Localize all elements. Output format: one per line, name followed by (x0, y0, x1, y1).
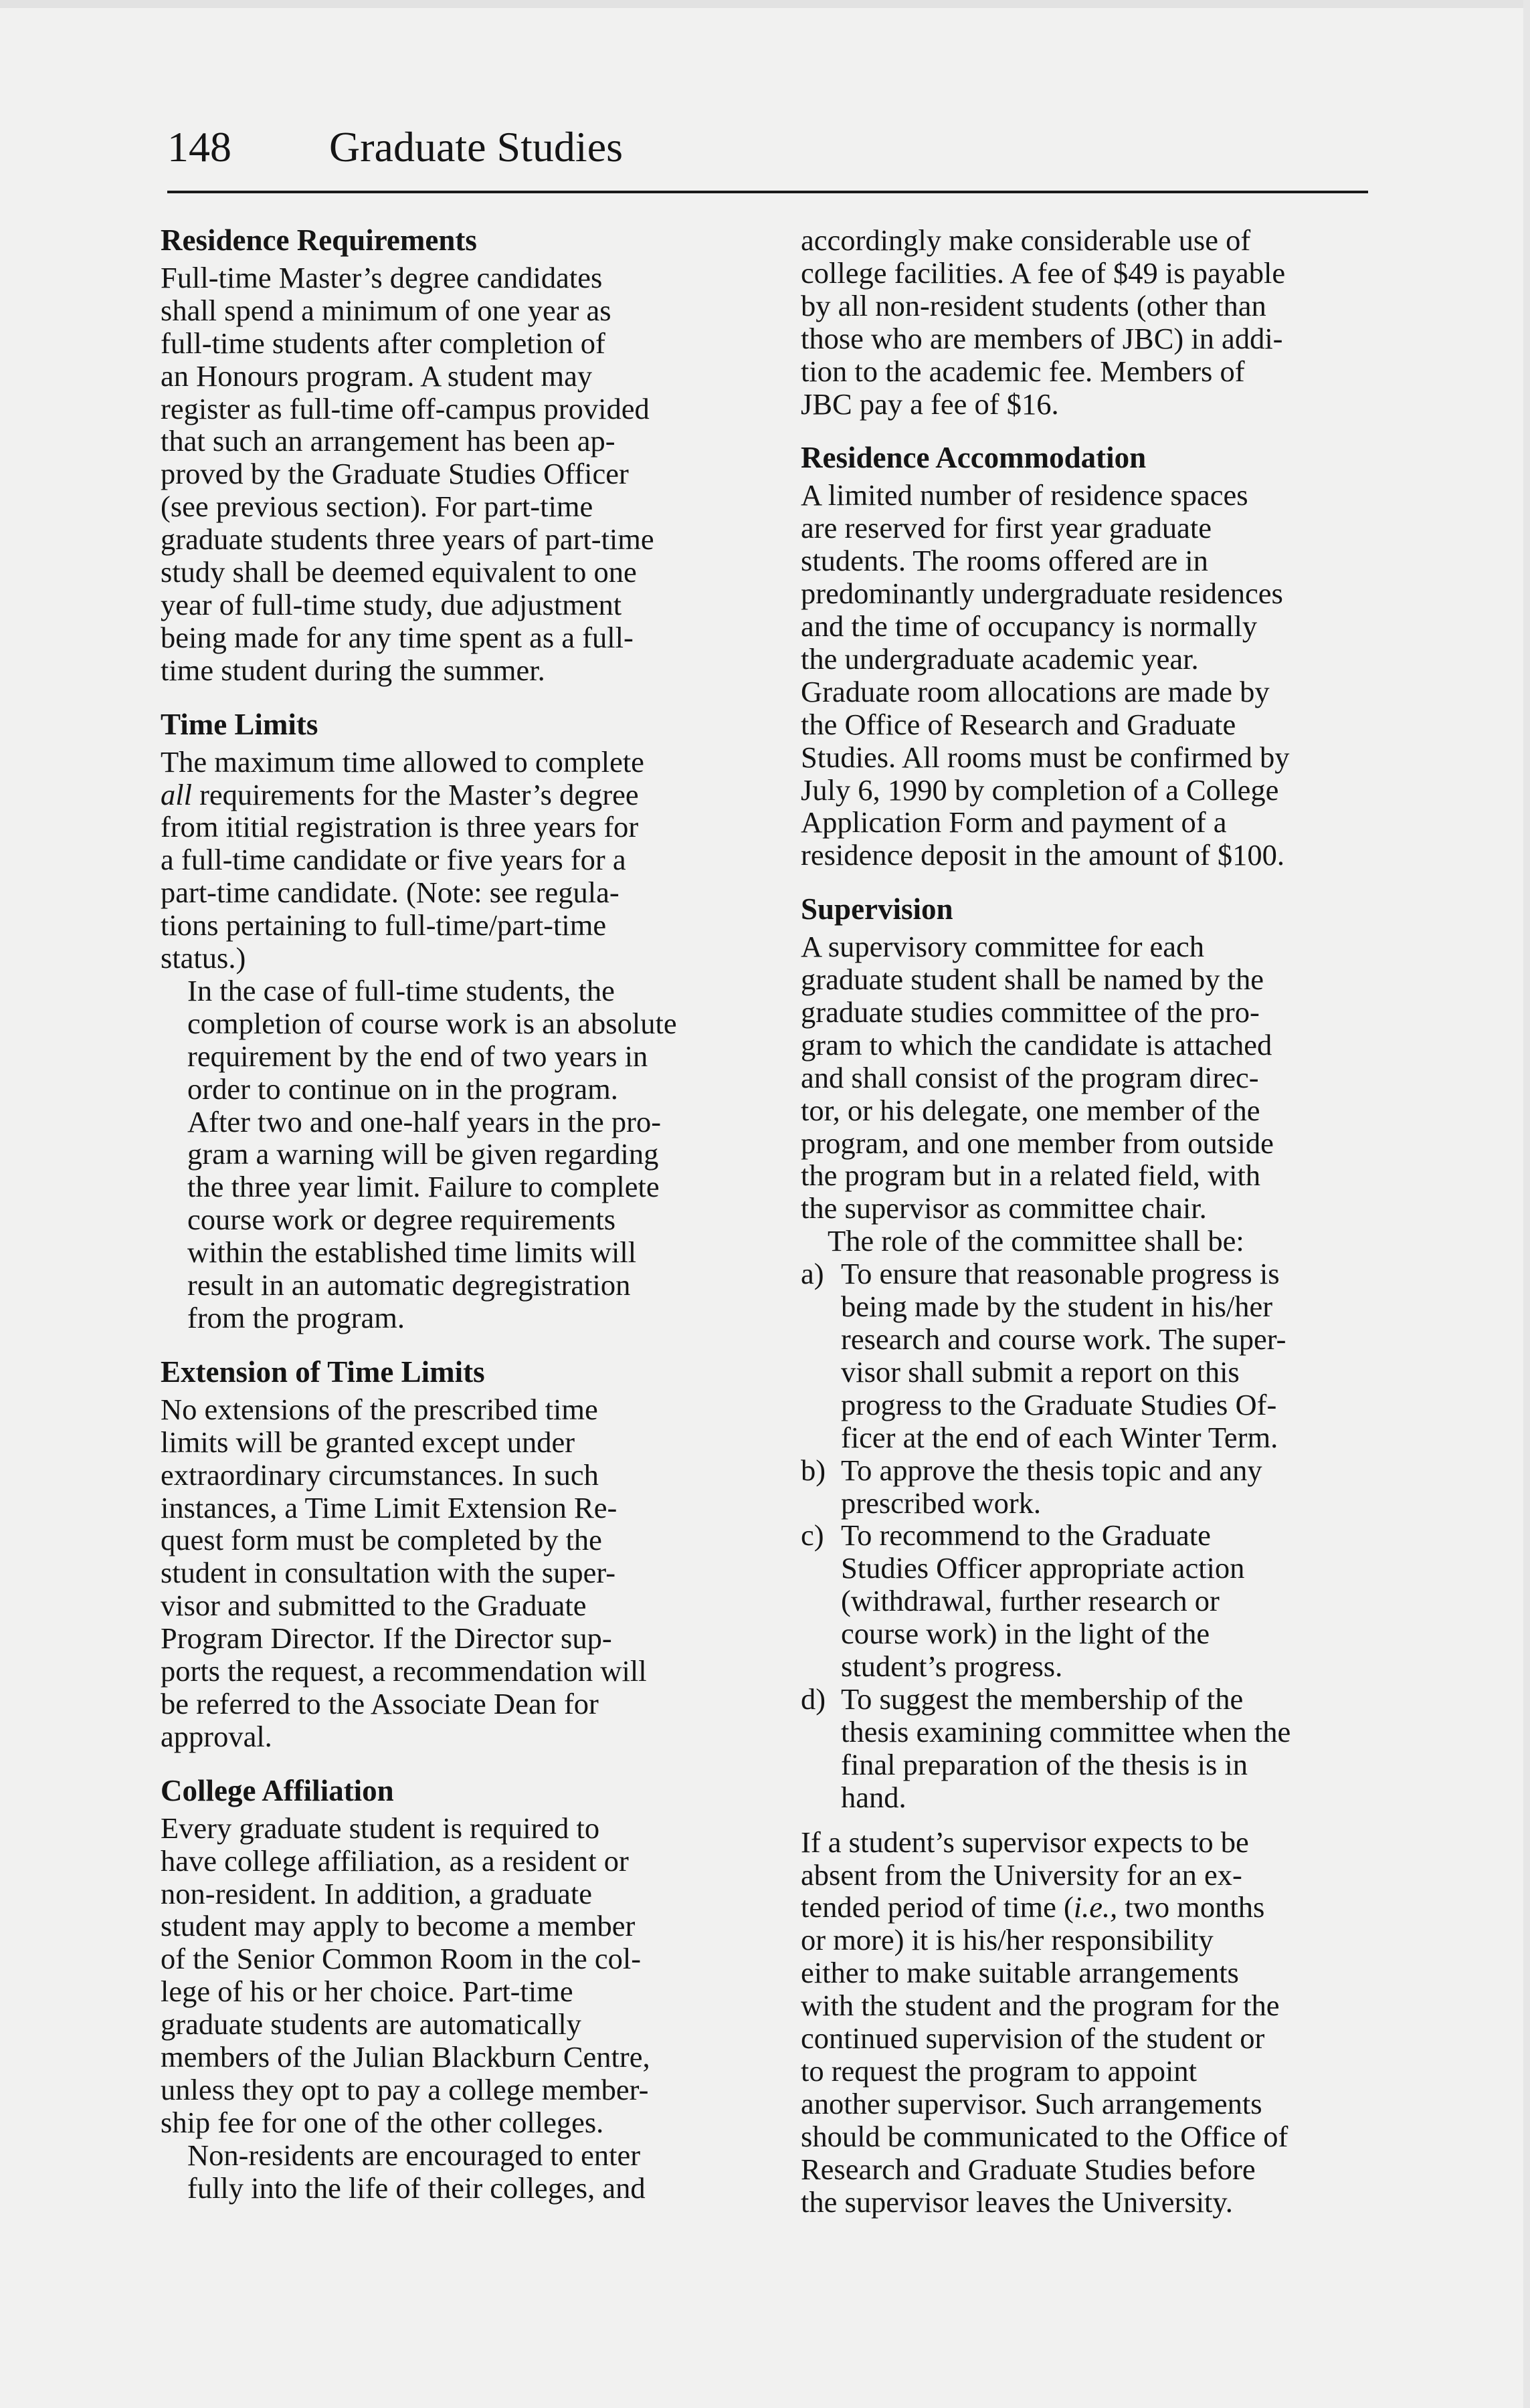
text-line: order to continue on in the program. (187, 1072, 618, 1106)
text-line: course work) in the light of the (841, 1617, 1210, 1651)
paragraph (161, 746, 749, 975)
section-heading: Supervision (801, 892, 953, 926)
text-line: The maximum time allowed to complete (161, 744, 644, 779)
section-heading: Residence Accommodation (801, 441, 1147, 475)
list-marker: d) (801, 1682, 826, 1716)
text-line: and the time of occupancy is normally (801, 609, 1258, 643)
text-line: from ititial registration is three years for (161, 810, 639, 844)
paragraph (161, 2139, 749, 2205)
text-line: an Honours program. A student may (161, 359, 593, 393)
emphasis: i.e., (1073, 1890, 1118, 1924)
list-item-b (801, 1454, 1390, 1520)
text-line: either to make suitable arrangements (801, 1956, 1239, 1990)
running-title: Graduate Studies (329, 123, 623, 171)
text-line: year of full-time study, due adjustment (161, 587, 622, 621)
text-line: Studies Officer appropriate action (841, 1551, 1245, 1585)
text-line: Graduate room allocations are made by (801, 674, 1270, 708)
text-line: Application Form and payment of a (801, 805, 1227, 839)
text-line: research and course work. The super- (841, 1322, 1286, 1356)
text-line: Full-time Master’s degree candidates (161, 260, 603, 294)
section-heading: Time Limits (161, 707, 318, 741)
text-line: tions pertaining to full-time/part-time (161, 908, 607, 942)
text-run: To suggest the membership of the (841, 1682, 1244, 1716)
header-rule (167, 191, 1368, 193)
page-header (167, 120, 1368, 187)
text-line: predominantly undergraduate residences (801, 577, 1283, 611)
text-line: gram a warning will be given regarding (187, 1137, 659, 1171)
text-line: prescribed work. (841, 1486, 1042, 1520)
text-line: the three year limit. Failure to complete (187, 1170, 660, 1204)
list-item-c (801, 1519, 1390, 1683)
text-line: limits will be granted except under (161, 1425, 575, 1459)
text-line: After two and one-half years in the pro- (187, 1104, 662, 1138)
text-line: Every graduate student is required to (161, 1811, 600, 1845)
text-line: Program Director. If the Director sup- (161, 1621, 612, 1656)
text-line: be referred to the Associate Dean for (161, 1686, 599, 1720)
text-line: The role of the committee shall be: (828, 1224, 1244, 1258)
text-line: graduate studies committee of the pro- (801, 995, 1260, 1029)
paragraph (161, 262, 749, 687)
section-heading: College Affiliation (161, 1773, 394, 1807)
paragraph (801, 1826, 1390, 2219)
text-line: or more) it is his/her responsibility (801, 1923, 1214, 1957)
text-line: study shall be deemed equivalent to one (161, 555, 637, 589)
text-line: gram to which the candidate is attached (801, 1027, 1272, 1062)
text-line (801, 1258, 1390, 1290)
text-line: continued supervision of the student or (801, 2021, 1265, 2055)
text-line: hand. (841, 1780, 906, 1814)
text-line: the supervisor leaves the University. (801, 2185, 1233, 2219)
text-line: the Office of Research and Graduate (801, 707, 1236, 741)
text-line: extraordinary circumstances. In such (161, 1458, 599, 1492)
text-line: (withdrawal, further research or (841, 1584, 1220, 1618)
paragraph (801, 930, 1390, 1225)
text-line: a full-time candidate or five years for a (161, 843, 626, 877)
right-column (801, 224, 1390, 2218)
text-line: Research and Graduate Studies before (801, 2152, 1256, 2186)
text-line: those who are members of JBC) in addi- (801, 321, 1283, 355)
text-line: Non-residents are encouraged to enter (187, 2138, 641, 2172)
text-line: A limited number of residence spaces (801, 478, 1248, 512)
text-line: progress to the Graduate Studies Of- (841, 1387, 1277, 1421)
text-line: student in consultation with the super- (161, 1556, 616, 1590)
text-line: part-time candidate. (Note: see regula- (161, 876, 619, 910)
text-line: tor, or his delegate, one member of the (801, 1093, 1260, 1127)
text-line: being made by the student in his/her (841, 1290, 1273, 1324)
section-heading: Extension of Time Limits (161, 1354, 485, 1389)
text-line: If a student’s supervisor expects to be (801, 1825, 1249, 1859)
text-line: the undergraduate academic year. (801, 641, 1199, 676)
text-run: To approve the thesis topic and any (841, 1453, 1262, 1487)
list-item-d (801, 1683, 1390, 1814)
text-line: thesis examining committee when the (841, 1714, 1291, 1748)
text-line: tion to the academic fee. Members of (801, 354, 1245, 388)
text-run: tended period of time ( (801, 1890, 1074, 1924)
paragraph (801, 479, 1390, 872)
text-line: register as full-time off-campus provided (161, 391, 650, 425)
text-line: unless they opt to pay a college member- (161, 2072, 649, 2106)
text-line: fully into the life of their colleges, and (187, 2171, 646, 2205)
text-run: To ensure that reasonable progress is (841, 1257, 1280, 1291)
section-time-limits (161, 708, 749, 1334)
text-line: accordingly make considerable use of (801, 223, 1251, 257)
section-residence-accommodation (801, 441, 1390, 872)
list-marker: a) (801, 1257, 824, 1291)
text-line (801, 1683, 1390, 1716)
text-line: the program but in a related field, with (801, 1159, 1261, 1193)
paragraph (161, 1393, 749, 1753)
text-line: program, and one member from outside (801, 1126, 1274, 1160)
text-line: another supervisor. Such arrangements (801, 2086, 1262, 2120)
paragraph-continuation (801, 224, 1390, 420)
text-line: ports the request, a recommendation will (161, 1654, 647, 1688)
left-column (161, 224, 749, 2205)
section-heading: Residence Requirements (161, 223, 477, 257)
text-line: In the case of full-time students, the (187, 973, 615, 1007)
text-line: approval. (161, 1719, 272, 1753)
text-line: being made for any time spent as a full- (161, 620, 634, 654)
section-college-affiliation (161, 1775, 749, 2205)
text-line: the supervisor as committee chair. (801, 1191, 1207, 1225)
text-line: JBC pay a fee of $16. (801, 387, 1059, 421)
text-line: result in an automatic degregistration (187, 1268, 631, 1302)
text-line: that such an arrangement has been ap- (161, 424, 615, 458)
list-marker: c) (801, 1518, 824, 1552)
text-line: non-resident. In addition, a graduate (161, 1876, 593, 1910)
text-line: (see previous section). For part-time (161, 490, 593, 524)
paragraph (161, 1812, 749, 2139)
text-line: completion of course work is an absolute (187, 1006, 677, 1040)
text-line: graduate student shall be named by the (801, 963, 1264, 997)
text-line: should be communicated to the Office of (801, 2119, 1288, 2153)
text-line: graduate students are automatically (161, 2007, 581, 2041)
text-line: have college affiliation, as a resident or (161, 1843, 629, 1878)
text-line: ficer at the end of each Winter Term. (841, 1420, 1278, 1454)
text-line: from the program. (187, 1301, 405, 1334)
text-line: requirement by the end of two years in (187, 1039, 648, 1073)
paragraph (801, 1225, 1390, 1258)
text-line: with the student and the program for the (801, 1989, 1280, 2023)
text-line (801, 1519, 1390, 1552)
text-line: instances, a Time Limit Extension Re- (161, 1490, 617, 1524)
section-supervision (801, 893, 1390, 2218)
text-line: within the established time limits will (187, 1235, 637, 1270)
text-line: July 6, 1990 by completion of a College (801, 773, 1279, 807)
text-line: to request the program to appoint (801, 2053, 1197, 2088)
text-line: proved by the Graduate Studies Officer (161, 457, 629, 491)
text-line: members of the Julian Blackburn Centre, (161, 2040, 650, 2074)
text-run: To recommend to the Graduate (841, 1518, 1211, 1552)
text-line: residence deposit in the amount of $100. (801, 838, 1284, 872)
text-line (801, 1454, 1390, 1487)
text-line (161, 779, 749, 811)
text-line: student’s progress. (841, 1649, 1063, 1684)
text-line: absent from the University for an ex- (801, 1858, 1242, 1892)
text-run: requirements for the Master’s degree (191, 777, 639, 811)
text-run: two months (1117, 1890, 1265, 1924)
text-line: full-time students after completion of (161, 326, 605, 360)
page-top-edge (0, 0, 1530, 8)
text-line: No extensions of the prescribed time (161, 1392, 598, 1426)
text-line: visor and submitted to the Graduate (161, 1589, 587, 1623)
text-line: visor shall submit a report on this (841, 1354, 1240, 1389)
text-line: by all non-resident students (other than (801, 288, 1266, 322)
section-residence-requirements (161, 224, 749, 687)
text-line: shall spend a minimum of one year as (161, 293, 611, 327)
text-line: and shall consist of the program direc- (801, 1060, 1259, 1094)
text-line: graduate students three years of part-time (161, 522, 654, 557)
text-line: students. The rooms offered are in (801, 544, 1208, 578)
section-extension-of-time-limits (161, 1356, 749, 1753)
text-line: college facilities. A fee of $49 is payable (801, 256, 1286, 290)
text-line: student may apply to become a member (161, 1909, 636, 1943)
text-line: A supervisory committee for each (801, 930, 1205, 964)
paragraph (161, 975, 749, 1334)
text-line: time student during the summer. (161, 653, 545, 687)
text-line: Studies. All rooms must be confirmed by (801, 740, 1290, 774)
text-line: status.) (161, 941, 246, 975)
list-item-a (801, 1258, 1390, 1453)
text-line: final preparation of the thesis is in (841, 1747, 1248, 1781)
text-line: quest form must be completed by the (161, 1523, 602, 1557)
text-line: course work or degree requirements (187, 1203, 616, 1237)
page-right-edge (1523, 0, 1530, 2408)
text-line: of the Senior Common Room in the col- (161, 1942, 642, 1976)
text-line: lege of his or her choice. Part-time (161, 1975, 573, 2009)
text-line: are reserved for first year graduate (801, 511, 1212, 545)
list-marker: b) (801, 1453, 826, 1487)
page-number: 148 (167, 123, 231, 171)
text-line: ship fee for one of the other colleges. (161, 2105, 604, 2139)
text-line (801, 1891, 1390, 1924)
emphasis: all (161, 777, 192, 811)
